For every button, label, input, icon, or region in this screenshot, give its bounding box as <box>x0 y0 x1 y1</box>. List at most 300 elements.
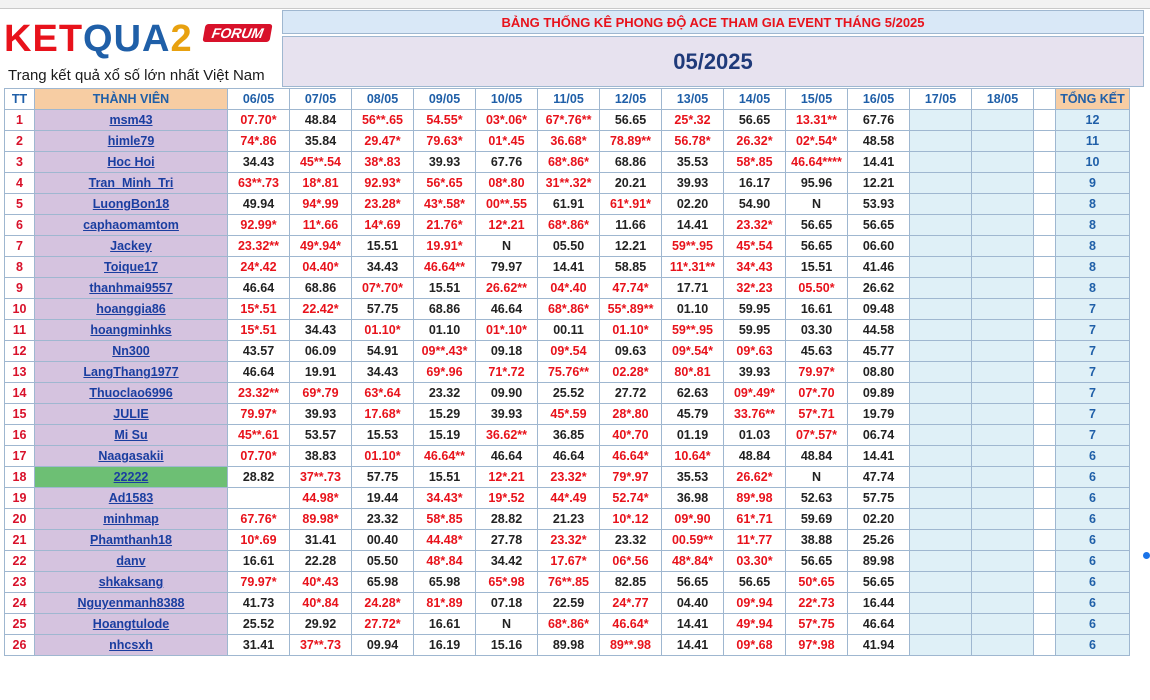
score-cell[interactable]: 41.94 <box>848 635 910 656</box>
score-cell[interactable]: 35.53 <box>662 467 724 488</box>
score-cell[interactable]: 45.79 <box>662 404 724 425</box>
score-cell[interactable]: 10*.12 <box>600 509 662 530</box>
score-cell[interactable]: 09*.49* <box>724 383 786 404</box>
score-cell[interactable]: 09.18 <box>476 341 538 362</box>
score-cell[interactable]: 55*.89** <box>600 299 662 320</box>
score-cell[interactable]: 14.41 <box>848 446 910 467</box>
member-name-link[interactable]: hoangminhks <box>35 320 228 341</box>
score-cell[interactable]: 61*.91* <box>600 194 662 215</box>
total-cell[interactable]: 6 <box>1056 530 1130 551</box>
score-cell[interactable]: 79*.97 <box>600 467 662 488</box>
score-cell[interactable]: 26.32* <box>724 131 786 152</box>
score-cell[interactable]: 09*.54* <box>662 341 724 362</box>
score-cell[interactable]: 09.90 <box>476 383 538 404</box>
empty-cell[interactable] <box>910 299 972 320</box>
score-cell[interactable]: 40*.70 <box>600 425 662 446</box>
score-cell[interactable]: 15*.51 <box>228 320 290 341</box>
score-cell[interactable]: 35.53 <box>662 152 724 173</box>
score-cell[interactable]: 09.94 <box>352 635 414 656</box>
empty-cell[interactable] <box>972 593 1034 614</box>
empty-cell[interactable] <box>972 572 1034 593</box>
score-cell[interactable]: 59.95 <box>724 320 786 341</box>
score-cell[interactable]: 14.41 <box>848 152 910 173</box>
member-name-link[interactable]: hoanggia86 <box>35 299 228 320</box>
score-cell[interactable]: 26.62* <box>724 467 786 488</box>
empty-cell[interactable] <box>910 110 972 131</box>
score-cell[interactable]: 49.94 <box>228 194 290 215</box>
score-cell[interactable]: 01.19 <box>662 425 724 446</box>
score-cell[interactable]: 31**.32* <box>538 173 600 194</box>
score-cell[interactable]: 57.75 <box>352 467 414 488</box>
score-cell[interactable]: 11*.77 <box>724 530 786 551</box>
score-cell[interactable]: 19.91 <box>290 362 352 383</box>
score-cell[interactable]: 00**.55 <box>476 194 538 215</box>
empty-cell[interactable] <box>910 320 972 341</box>
score-cell[interactable]: 69*.79 <box>290 383 352 404</box>
total-cell[interactable]: 7 <box>1056 404 1130 425</box>
score-cell[interactable]: 15.16 <box>476 635 538 656</box>
total-cell[interactable]: 6 <box>1056 551 1130 572</box>
score-cell[interactable]: 89.98 <box>848 551 910 572</box>
score-cell[interactable]: 14*.69 <box>352 215 414 236</box>
score-cell[interactable]: 89.98* <box>290 509 352 530</box>
score-cell[interactable]: 27.78 <box>476 530 538 551</box>
score-cell[interactable]: 05.50 <box>538 236 600 257</box>
total-cell[interactable]: 6 <box>1056 635 1130 656</box>
score-cell[interactable]: 46.64 <box>228 278 290 299</box>
score-cell[interactable]: 44.48* <box>414 530 476 551</box>
score-cell[interactable]: 75.76** <box>538 362 600 383</box>
score-cell[interactable]: 54.90 <box>724 194 786 215</box>
score-cell[interactable]: 13.31** <box>786 110 848 131</box>
score-cell[interactable]: 79.97* <box>786 362 848 383</box>
score-cell[interactable]: 02.20 <box>662 194 724 215</box>
score-cell[interactable]: 50*.65 <box>786 572 848 593</box>
total-cell[interactable]: 7 <box>1056 383 1130 404</box>
total-cell[interactable]: 8 <box>1056 215 1130 236</box>
score-cell[interactable]: 46.64** <box>414 446 476 467</box>
score-cell[interactable]: 67*.76** <box>538 110 600 131</box>
member-name-link[interactable]: Jackey <box>35 236 228 257</box>
score-cell[interactable]: 09.89 <box>848 383 910 404</box>
score-cell[interactable]: 31.41 <box>290 530 352 551</box>
member-name-link[interactable]: Hoc Hoi <box>35 152 228 173</box>
score-cell[interactable]: 16.61 <box>228 551 290 572</box>
score-cell[interactable]: 16.19 <box>414 635 476 656</box>
score-cell[interactable]: 57.75 <box>352 299 414 320</box>
empty-cell[interactable] <box>910 173 972 194</box>
score-cell[interactable]: 09*.63 <box>724 341 786 362</box>
member-name-link[interactable]: thanhmai9557 <box>35 278 228 299</box>
score-cell[interactable]: 79.63* <box>414 131 476 152</box>
total-cell[interactable]: 6 <box>1056 446 1130 467</box>
score-cell[interactable]: 34*.43 <box>724 257 786 278</box>
empty-cell[interactable] <box>910 362 972 383</box>
total-cell[interactable]: 7 <box>1056 341 1130 362</box>
empty-cell[interactable] <box>972 194 1034 215</box>
empty-cell[interactable] <box>972 299 1034 320</box>
score-cell[interactable]: 01.10* <box>352 320 414 341</box>
score-cell[interactable]: 59**.95 <box>662 236 724 257</box>
score-cell[interactable]: 22*.73 <box>786 593 848 614</box>
score-cell[interactable]: 79.97* <box>228 404 290 425</box>
score-cell[interactable]: 39.93 <box>290 404 352 425</box>
score-cell[interactable]: 34.43 <box>352 362 414 383</box>
score-cell[interactable]: 01.10* <box>352 446 414 467</box>
empty-cell[interactable] <box>910 467 972 488</box>
score-cell[interactable]: 07.70* <box>228 446 290 467</box>
score-cell[interactable]: 56.65 <box>786 236 848 257</box>
score-cell[interactable]: 22.28 <box>290 551 352 572</box>
score-cell[interactable]: 48*.84* <box>662 551 724 572</box>
score-cell[interactable]: 78.89** <box>600 131 662 152</box>
score-cell[interactable]: 38.88 <box>786 530 848 551</box>
score-cell[interactable]: 10.64* <box>662 446 724 467</box>
score-cell[interactable]: 34.42 <box>476 551 538 572</box>
score-cell[interactable]: 65.98 <box>352 572 414 593</box>
score-cell[interactable]: 48.84 <box>786 446 848 467</box>
score-cell[interactable]: 68*.86* <box>538 299 600 320</box>
empty-cell[interactable] <box>972 152 1034 173</box>
score-cell[interactable]: 56.65 <box>600 110 662 131</box>
empty-cell[interactable] <box>910 530 972 551</box>
score-cell[interactable]: 25*.32 <box>662 110 724 131</box>
score-cell[interactable]: 07.70* <box>228 110 290 131</box>
member-name-link[interactable]: LuongBon18 <box>35 194 228 215</box>
score-cell[interactable]: 48.58 <box>848 131 910 152</box>
member-name-link[interactable]: 22222 <box>35 467 228 488</box>
empty-cell[interactable] <box>910 635 972 656</box>
score-cell[interactable]: N <box>476 236 538 257</box>
empty-cell[interactable] <box>910 383 972 404</box>
score-cell[interactable]: 01.10* <box>600 320 662 341</box>
total-cell[interactable]: 7 <box>1056 299 1130 320</box>
total-cell[interactable]: 6 <box>1056 593 1130 614</box>
score-cell[interactable]: 35.84 <box>290 131 352 152</box>
total-cell[interactable]: 10 <box>1056 152 1130 173</box>
score-cell[interactable]: 24.28* <box>352 593 414 614</box>
score-cell[interactable]: 04.40* <box>290 257 352 278</box>
total-cell[interactable]: 7 <box>1056 362 1130 383</box>
score-cell[interactable]: 44.98* <box>290 488 352 509</box>
score-cell[interactable]: 07*.57* <box>786 425 848 446</box>
score-cell[interactable]: 26.62 <box>848 278 910 299</box>
empty-cell[interactable] <box>972 425 1034 446</box>
empty-cell[interactable] <box>910 194 972 215</box>
score-cell[interactable]: 44.58 <box>848 320 910 341</box>
score-cell[interactable]: 15.19 <box>414 425 476 446</box>
member-name-link[interactable]: LangThang1977 <box>35 362 228 383</box>
score-cell[interactable]: 82.85 <box>600 572 662 593</box>
total-cell[interactable]: 11 <box>1056 131 1130 152</box>
score-cell[interactable]: 08.80 <box>848 362 910 383</box>
score-cell[interactable]: 68*.86* <box>538 614 600 635</box>
score-cell[interactable]: 16.61 <box>414 614 476 635</box>
score-cell[interactable]: 09*.68 <box>724 635 786 656</box>
score-cell[interactable]: 09.63 <box>600 341 662 362</box>
empty-cell[interactable] <box>972 215 1034 236</box>
member-name-link[interactable]: shkaksang <box>35 572 228 593</box>
score-cell[interactable]: 38.83 <box>290 446 352 467</box>
score-cell[interactable]: 59**.95 <box>662 320 724 341</box>
score-cell[interactable]: 03.30* <box>724 551 786 572</box>
score-cell[interactable]: 14.41 <box>662 635 724 656</box>
score-cell[interactable]: 01.10 <box>662 299 724 320</box>
empty-cell[interactable] <box>972 278 1034 299</box>
score-cell[interactable]: 23.32* <box>538 530 600 551</box>
score-cell[interactable]: 06.09 <box>290 341 352 362</box>
score-cell[interactable]: 58*.85 <box>414 509 476 530</box>
score-cell[interactable]: 09*.54 <box>538 341 600 362</box>
score-cell[interactable]: 09*.90 <box>662 509 724 530</box>
score-cell[interactable]: 14.41 <box>538 257 600 278</box>
score-cell[interactable]: 00.11 <box>538 320 600 341</box>
score-cell[interactable]: 15.51 <box>786 257 848 278</box>
score-cell[interactable]: 48.84 <box>724 446 786 467</box>
score-cell[interactable]: 02*.54* <box>786 131 848 152</box>
score-cell[interactable]: 14.41 <box>662 614 724 635</box>
score-cell[interactable]: 40*.84 <box>290 593 352 614</box>
score-cell[interactable]: N <box>786 194 848 215</box>
score-cell[interactable]: 23.32* <box>538 467 600 488</box>
score-cell[interactable]: 63**.73 <box>228 173 290 194</box>
score-cell[interactable]: 22.42* <box>290 299 352 320</box>
empty-cell[interactable] <box>972 635 1034 656</box>
member-name-link[interactable]: Ad1583 <box>35 488 228 509</box>
empty-cell[interactable] <box>972 383 1034 404</box>
total-cell[interactable]: 6 <box>1056 614 1130 635</box>
score-cell[interactable]: 27.72* <box>352 614 414 635</box>
score-cell[interactable]: 16.61 <box>786 299 848 320</box>
score-cell[interactable]: 68*.86* <box>538 215 600 236</box>
score-cell[interactable]: 15.51 <box>352 236 414 257</box>
score-cell[interactable]: 12*.21 <box>476 467 538 488</box>
score-cell[interactable]: 26.62** <box>476 278 538 299</box>
score-cell[interactable]: 15.53 <box>352 425 414 446</box>
score-cell[interactable]: 68.86 <box>600 152 662 173</box>
score-cell[interactable]: 01.03 <box>724 425 786 446</box>
score-cell[interactable]: 28.82 <box>228 467 290 488</box>
ketqua2-logo[interactable] <box>4 10 280 88</box>
score-cell[interactable]: 71*.72 <box>476 362 538 383</box>
score-cell[interactable]: 68.86 <box>414 299 476 320</box>
score-cell[interactable]: 80*.81 <box>662 362 724 383</box>
empty-cell[interactable] <box>910 404 972 425</box>
score-cell[interactable]: 68.86 <box>290 278 352 299</box>
score-cell[interactable]: 08*.80 <box>476 173 538 194</box>
total-cell[interactable]: 8 <box>1056 278 1130 299</box>
total-cell[interactable]: 6 <box>1056 467 1130 488</box>
score-cell[interactable]: 19.44 <box>352 488 414 509</box>
score-cell[interactable]: 61.91 <box>538 194 600 215</box>
score-cell[interactable]: 06.74 <box>848 425 910 446</box>
score-cell[interactable]: 00.59** <box>662 530 724 551</box>
empty-cell[interactable] <box>972 110 1034 131</box>
score-cell[interactable]: 05.50* <box>786 278 848 299</box>
score-cell[interactable]: 06*.56 <box>600 551 662 572</box>
score-cell[interactable]: 65.98 <box>414 572 476 593</box>
score-cell[interactable]: 23.32** <box>228 236 290 257</box>
score-cell[interactable]: 46.64* <box>600 446 662 467</box>
score-cell[interactable]: 81*.89 <box>414 593 476 614</box>
empty-cell[interactable] <box>910 278 972 299</box>
empty-cell[interactable] <box>972 488 1034 509</box>
empty-cell[interactable] <box>972 341 1034 362</box>
empty-cell[interactable] <box>910 551 972 572</box>
score-cell[interactable]: 39.93 <box>476 404 538 425</box>
score-cell[interactable]: 45*.59 <box>538 404 600 425</box>
score-cell[interactable]: 06.60 <box>848 236 910 257</box>
score-cell[interactable]: 58*.85 <box>724 152 786 173</box>
score-cell[interactable]: 92.93* <box>352 173 414 194</box>
score-cell[interactable]: 07*.70* <box>352 278 414 299</box>
score-cell[interactable]: 56**.65 <box>352 110 414 131</box>
empty-cell[interactable] <box>972 509 1034 530</box>
score-cell[interactable]: 46.64 <box>228 362 290 383</box>
score-cell[interactable]: 56.65 <box>724 110 786 131</box>
empty-cell[interactable] <box>972 257 1034 278</box>
score-cell[interactable]: 36.68* <box>538 131 600 152</box>
score-cell[interactable]: 46.64 <box>476 299 538 320</box>
empty-cell[interactable] <box>910 341 972 362</box>
score-cell[interactable]: 31.41 <box>228 635 290 656</box>
score-cell[interactable]: 44*.49 <box>538 488 600 509</box>
empty-cell[interactable] <box>972 530 1034 551</box>
score-cell[interactable]: 24*.77 <box>600 593 662 614</box>
score-cell[interactable]: 53.93 <box>848 194 910 215</box>
score-cell[interactable]: 07*.70 <box>786 383 848 404</box>
score-cell[interactable]: 34.43 <box>228 152 290 173</box>
empty-cell[interactable] <box>972 236 1034 257</box>
score-cell[interactable]: 14.41 <box>662 215 724 236</box>
score-cell[interactable]: 28*.80 <box>600 404 662 425</box>
score-cell[interactable]: 09.48 <box>848 299 910 320</box>
score-cell[interactable]: 23.32 <box>352 509 414 530</box>
member-name-link[interactable]: caphaomamtom <box>35 215 228 236</box>
total-cell[interactable]: 8 <box>1056 257 1130 278</box>
empty-cell[interactable] <box>972 614 1034 635</box>
score-cell[interactable]: 39.93 <box>414 152 476 173</box>
member-name-link[interactable]: danv <box>35 551 228 572</box>
member-name-link[interactable]: nhcsxh <box>35 635 228 656</box>
total-cell[interactable]: 6 <box>1056 572 1130 593</box>
score-cell[interactable]: 04.40 <box>662 593 724 614</box>
score-cell[interactable]: 95.96 <box>786 173 848 194</box>
score-cell[interactable]: 16.17 <box>724 173 786 194</box>
score-cell[interactable]: 47.74 <box>848 467 910 488</box>
score-cell[interactable]: 25.26 <box>848 530 910 551</box>
score-cell[interactable]: 17.71 <box>662 278 724 299</box>
score-cell[interactable] <box>228 488 290 509</box>
empty-cell[interactable] <box>910 593 972 614</box>
score-cell[interactable]: 56*.65 <box>414 173 476 194</box>
score-cell[interactable]: 19*.52 <box>476 488 538 509</box>
score-cell[interactable]: 45**.61 <box>228 425 290 446</box>
score-cell[interactable]: 17.68* <box>352 404 414 425</box>
empty-cell[interactable] <box>910 509 972 530</box>
total-cell[interactable]: 12 <box>1056 110 1130 131</box>
score-cell[interactable]: 89*.98 <box>724 488 786 509</box>
total-cell[interactable]: 6 <box>1056 488 1130 509</box>
score-cell[interactable]: 65*.98 <box>476 572 538 593</box>
score-cell[interactable]: 48.84 <box>290 110 352 131</box>
empty-cell[interactable] <box>972 551 1034 572</box>
score-cell[interactable]: 46.64* <box>600 614 662 635</box>
score-cell[interactable]: 59.69 <box>786 509 848 530</box>
score-cell[interactable]: 52.63 <box>786 488 848 509</box>
member-name-link[interactable]: minhmap <box>35 509 228 530</box>
score-cell[interactable]: N <box>786 467 848 488</box>
score-cell[interactable]: 32*.23 <box>724 278 786 299</box>
score-cell[interactable]: 49*.94* <box>290 236 352 257</box>
selection-handle[interactable] <box>1143 552 1150 559</box>
score-cell[interactable]: 07.18 <box>476 593 538 614</box>
member-name-link[interactable]: Thuoclao6996 <box>35 383 228 404</box>
score-cell[interactable]: 15.29 <box>414 404 476 425</box>
member-name-link[interactable]: Phamthanh18 <box>35 530 228 551</box>
score-cell[interactable]: 01*.45 <box>476 131 538 152</box>
score-cell[interactable]: 23.32 <box>414 383 476 404</box>
score-cell[interactable]: 21.23 <box>538 509 600 530</box>
member-name-link[interactable]: himle79 <box>35 131 228 152</box>
score-cell[interactable]: 57.75 <box>848 488 910 509</box>
score-cell[interactable]: 33.76** <box>724 404 786 425</box>
score-cell[interactable]: 11.66 <box>600 215 662 236</box>
score-cell[interactable]: 36.85 <box>538 425 600 446</box>
score-cell[interactable]: 18*.81 <box>290 173 352 194</box>
score-cell[interactable]: 40*.43 <box>290 572 352 593</box>
score-cell[interactable]: 59.95 <box>724 299 786 320</box>
score-cell[interactable]: 12.21 <box>848 173 910 194</box>
score-cell[interactable]: 46.64 <box>848 614 910 635</box>
score-cell[interactable]: 46.64 <box>538 446 600 467</box>
member-name-link[interactable]: Nguyenmanh8388 <box>35 593 228 614</box>
score-cell[interactable]: 15.51 <box>414 278 476 299</box>
empty-cell[interactable] <box>972 131 1034 152</box>
score-cell[interactable]: 67.76 <box>476 152 538 173</box>
score-cell[interactable]: 61*.71 <box>724 509 786 530</box>
score-cell[interactable]: 67.76* <box>228 509 290 530</box>
score-cell[interactable]: 36.62** <box>476 425 538 446</box>
score-cell[interactable]: 25.52 <box>228 614 290 635</box>
empty-cell[interactable] <box>910 257 972 278</box>
score-cell[interactable]: 10*.69 <box>228 530 290 551</box>
score-cell[interactable]: 29.47* <box>352 131 414 152</box>
score-cell[interactable]: 46.64**** <box>786 152 848 173</box>
score-cell[interactable]: 58.85 <box>600 257 662 278</box>
total-cell[interactable]: 8 <box>1056 194 1130 215</box>
score-cell[interactable]: 57*.75 <box>786 614 848 635</box>
score-cell[interactable]: 45.77 <box>848 341 910 362</box>
score-cell[interactable]: 03.30 <box>786 320 848 341</box>
score-cell[interactable]: 21.76* <box>414 215 476 236</box>
empty-cell[interactable] <box>972 467 1034 488</box>
score-cell[interactable]: 54.55* <box>414 110 476 131</box>
score-cell[interactable]: 17.67* <box>538 551 600 572</box>
score-cell[interactable]: 94*.99 <box>290 194 352 215</box>
score-cell[interactable]: 23.28* <box>352 194 414 215</box>
score-cell[interactable]: 36.98 <box>662 488 724 509</box>
score-cell[interactable]: N <box>476 614 538 635</box>
score-cell[interactable]: 46.64 <box>476 446 538 467</box>
total-cell[interactable]: 7 <box>1056 320 1130 341</box>
score-cell[interactable]: 46.64** <box>414 257 476 278</box>
score-cell[interactable]: 34.43 <box>290 320 352 341</box>
score-cell[interactable]: 43.57 <box>228 341 290 362</box>
score-cell[interactable]: 69*.96 <box>414 362 476 383</box>
score-cell[interactable]: 05.50 <box>352 551 414 572</box>
total-cell[interactable]: 7 <box>1056 425 1130 446</box>
